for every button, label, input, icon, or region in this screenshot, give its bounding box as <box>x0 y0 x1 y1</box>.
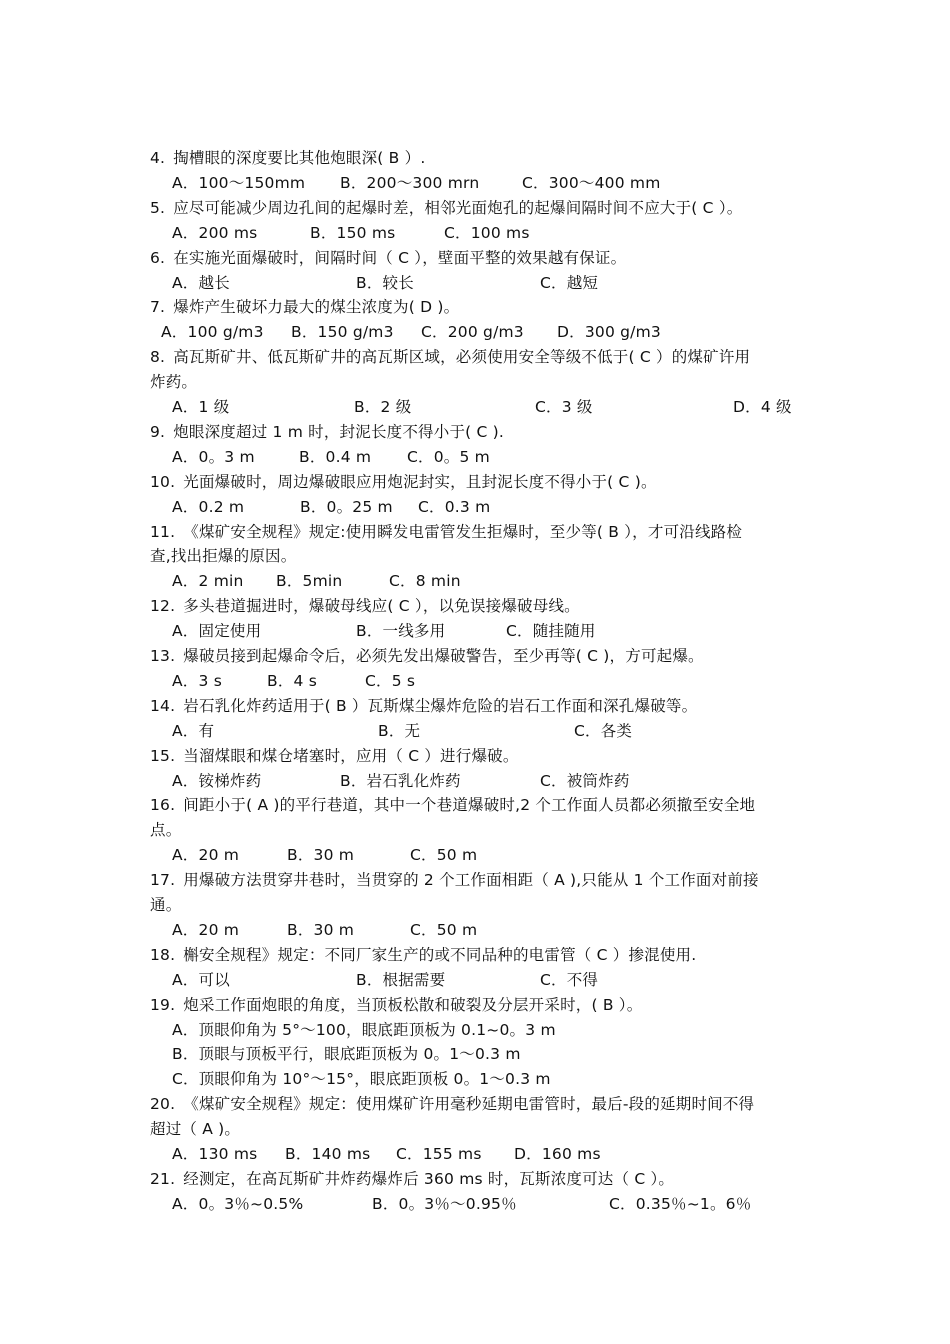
question-stem: 查,找出拒爆的原因。 <box>150 547 297 566</box>
question-14-text <box>150 694 697 718</box>
answer-option: B．顶眼与顶板平行，眼底距顶板为 0。1～0.3 m <box>172 1045 521 1064</box>
answer-option: C．50 m <box>410 920 478 939</box>
question-stem: 炸药。 <box>150 373 198 392</box>
answer-option: B．0。25 m <box>300 497 393 516</box>
answer-option: B．4 s <box>267 671 317 690</box>
answer-option: B．140 ms <box>285 1145 371 1163</box>
answer-option: A．0。3％~0.5% <box>172 1194 304 1213</box>
answer-option: A．3 s <box>172 671 222 690</box>
answer-option: C．随挂随用 <box>506 622 596 641</box>
question-12-text <box>150 594 580 618</box>
question-number: 6. <box>150 248 166 267</box>
question-stem: 间距小于( A )的平行巷道，其中一个巷道爆破时,2 个工作面人员都必须撤至安全地 <box>183 796 756 815</box>
question-stem: 应尽可能减少周边孔间的起爆时差，相邻光面炮孔的起爆间隔时间不应大于( C ）。 <box>173 198 743 217</box>
question-stem: 光面爆破时，周边爆破眼应用炮泥封实，且封泥长度不得小于( C )。 <box>183 472 657 491</box>
answer-option: A．2 min <box>172 572 244 591</box>
question-13-text <box>150 644 704 668</box>
answer-option: A．固定使用 <box>172 622 262 641</box>
answer-option: A．0。3 m <box>172 447 255 466</box>
question-16-text <box>150 818 181 842</box>
answer-option: D．4 级 <box>733 398 792 416</box>
question-number: 20. <box>150 1095 176 1114</box>
question-5-text <box>150 196 742 220</box>
answer-option: C．50 m <box>410 846 478 865</box>
question-number: 9. <box>150 422 166 441</box>
answer-option: A．20 m <box>172 846 240 865</box>
answer-option: C．5 s <box>365 671 416 690</box>
question-stem: 《煤矿安全规程》规定:使用瞬发电雷管发生拒爆时，至少等( B ），才可沿线路检 <box>183 522 743 541</box>
answer-option: C．300～400 mm <box>522 173 661 192</box>
question-stem: 爆破员接到起爆命令后，必须先发出爆破警告，至少再等( C )，方可起爆。 <box>183 647 704 665</box>
question-19-text <box>150 993 642 1017</box>
question-number: 21. <box>150 1169 176 1188</box>
answer-option: B．30 m <box>287 920 355 939</box>
question-stem: 掏槽眼的深度要比其他炮眼深( B ）. <box>173 149 426 167</box>
answer-option: B．150 ms <box>310 223 396 242</box>
question-number: 8. <box>150 348 166 367</box>
question-stem: 炮采工作面炮眼的角度，当顶板松散和破裂及分层开采时，( B ）。 <box>183 995 643 1014</box>
answer-option: A．可以 <box>172 970 230 989</box>
question-stem: 在实施光面爆破时，间隔时间（ C ），壁面平整的效果越有保证。 <box>173 248 627 267</box>
answer-option: A．有 <box>172 721 215 740</box>
question-number: 18. <box>150 945 176 964</box>
answer-option: A．1 级 <box>172 398 230 416</box>
answer-option: B．5min <box>276 572 343 591</box>
question-number: 7. <box>150 298 166 317</box>
answer-option: B．0。3％～0.95％ <box>372 1194 517 1213</box>
question-8-text <box>150 370 197 394</box>
question-stem: 高瓦斯矿井、低瓦斯矿井的高瓦斯区域，必须使用安全等级不低于( C ）的煤矿许用 <box>173 348 751 367</box>
answer-option: B．200～300 mrn <box>340 173 480 192</box>
answer-option: C．8 min <box>389 572 461 591</box>
answer-option: B．无 <box>378 721 421 740</box>
question-10-text <box>150 470 657 494</box>
question-11-text <box>150 520 742 544</box>
question-8-text <box>150 345 750 369</box>
answer-option: B．30 m <box>287 846 355 865</box>
question-9-text <box>150 420 504 444</box>
question-6-text <box>150 246 626 270</box>
answer-option: C．越短 <box>540 273 599 292</box>
question-stem: 炮眼深度超过 1 m 时，封泥长度不得小于( C ). <box>173 422 505 441</box>
answer-option: A．100～150mm <box>172 173 306 192</box>
question-number: 15. <box>150 746 176 765</box>
question-stem: 槲安全规程》规定：不同厂家生产的或不同品种的电雷管（ C ）掺混使用. <box>183 945 697 964</box>
question-stem: 《煤矿安全规程》规定：使用煤矿许用毫秒延期电雷管时，最后-段的延期时间不得 <box>183 1095 755 1114</box>
question-number: 12. <box>150 597 176 616</box>
answer-option: B．根据需要 <box>356 970 446 989</box>
question-number: 10. <box>150 472 176 491</box>
answer-option: A．0.2 m <box>172 497 245 516</box>
answer-option: B．0.4 m <box>299 447 372 466</box>
answer-option: A．越长 <box>172 273 230 292</box>
answer-option: D．300 g/m3 <box>557 323 661 342</box>
answer-option: C．3 级 <box>535 398 593 416</box>
question-number: 17. <box>150 871 176 890</box>
question-20-text <box>150 1117 240 1141</box>
question-18-text <box>150 943 696 967</box>
question-17-text <box>150 893 181 917</box>
question-stem: 用爆破方法贯穿井巷时，当贯穿的 2 个工作面相距（ A ),只能从 1 个工作面对前接 <box>183 871 759 890</box>
question-number: 11. <box>150 522 176 541</box>
answer-option: C．0.3 m <box>418 497 491 516</box>
answer-option: A．130 ms <box>172 1145 258 1163</box>
answer-option: C．不得 <box>540 970 599 989</box>
question-16-text <box>150 793 755 817</box>
question-number: 5. <box>150 198 166 217</box>
question-stem: 点。 <box>150 821 182 840</box>
question-number: 16. <box>150 796 176 815</box>
answer-option: A．20 m <box>172 920 240 939</box>
question-17-text <box>150 868 759 892</box>
question-11-text <box>150 544 296 568</box>
answer-option: C．155 ms <box>396 1145 482 1163</box>
question-number: 14. <box>150 696 176 715</box>
answer-option: A．顶眼仰角为 5°～100，眼底距顶板为 0.1~0。3 m <box>172 1020 556 1039</box>
answer-option: C．0。5 m <box>407 447 490 466</box>
question-number: 19. <box>150 995 176 1014</box>
answer-option: A．100 g/m3 <box>161 323 264 342</box>
question-stem: 经测定，在高瓦斯矿井炸药爆炸后 360 ms 时，瓦斯浓度可达（ C ）。 <box>183 1169 675 1188</box>
question-stem: 通。 <box>150 896 182 914</box>
question-number: 13. <box>150 647 176 665</box>
answer-option: C．0.35％~1。6％ <box>609 1194 752 1213</box>
question-15-text <box>150 744 519 768</box>
question-21-text <box>150 1167 674 1191</box>
question-20-text <box>150 1092 754 1116</box>
answer-option: D．160 ms <box>514 1145 601 1163</box>
answer-option: B．一线多用 <box>356 622 446 641</box>
answer-option: B．较长 <box>356 273 414 292</box>
answer-option: C．200 g/m3 <box>421 323 524 342</box>
question-stem: 爆炸产生破坏力最大的煤尘浓度为( D )。 <box>173 298 460 317</box>
answer-option: B．150 g/m3 <box>291 323 394 342</box>
answer-option: C．各类 <box>574 721 633 740</box>
question-stem: 岩石乳化炸药适用于( B ）瓦斯煤尘爆炸危险的岩石工作面和深孔爆破等。 <box>183 696 698 715</box>
answer-option: A．200 ms <box>172 223 258 242</box>
question-stem: 超过（ A )。 <box>150 1120 241 1139</box>
answer-option: C．被筒炸药 <box>540 771 630 790</box>
answer-option: A．铵梯炸药 <box>172 771 262 790</box>
question-number: 4. <box>150 149 166 167</box>
question-4-text <box>150 146 425 170</box>
question-7-text <box>150 295 459 319</box>
question-stem: 当溜煤眼和煤仓堵塞时，应用（ C ）进行爆破。 <box>183 746 519 765</box>
answer-option: C．100 ms <box>444 223 530 242</box>
answer-option: B．2 级 <box>354 398 412 416</box>
question-stem: 多头巷道掘进时，爆破母线应( C ），以免误接爆破母线。 <box>183 597 580 616</box>
answer-option: C．顶眼仰角为 10°～15°，眼底距顶板 0。1～0.3 m <box>172 1070 551 1089</box>
answer-option: B．岩石乳化炸药 <box>340 771 461 790</box>
